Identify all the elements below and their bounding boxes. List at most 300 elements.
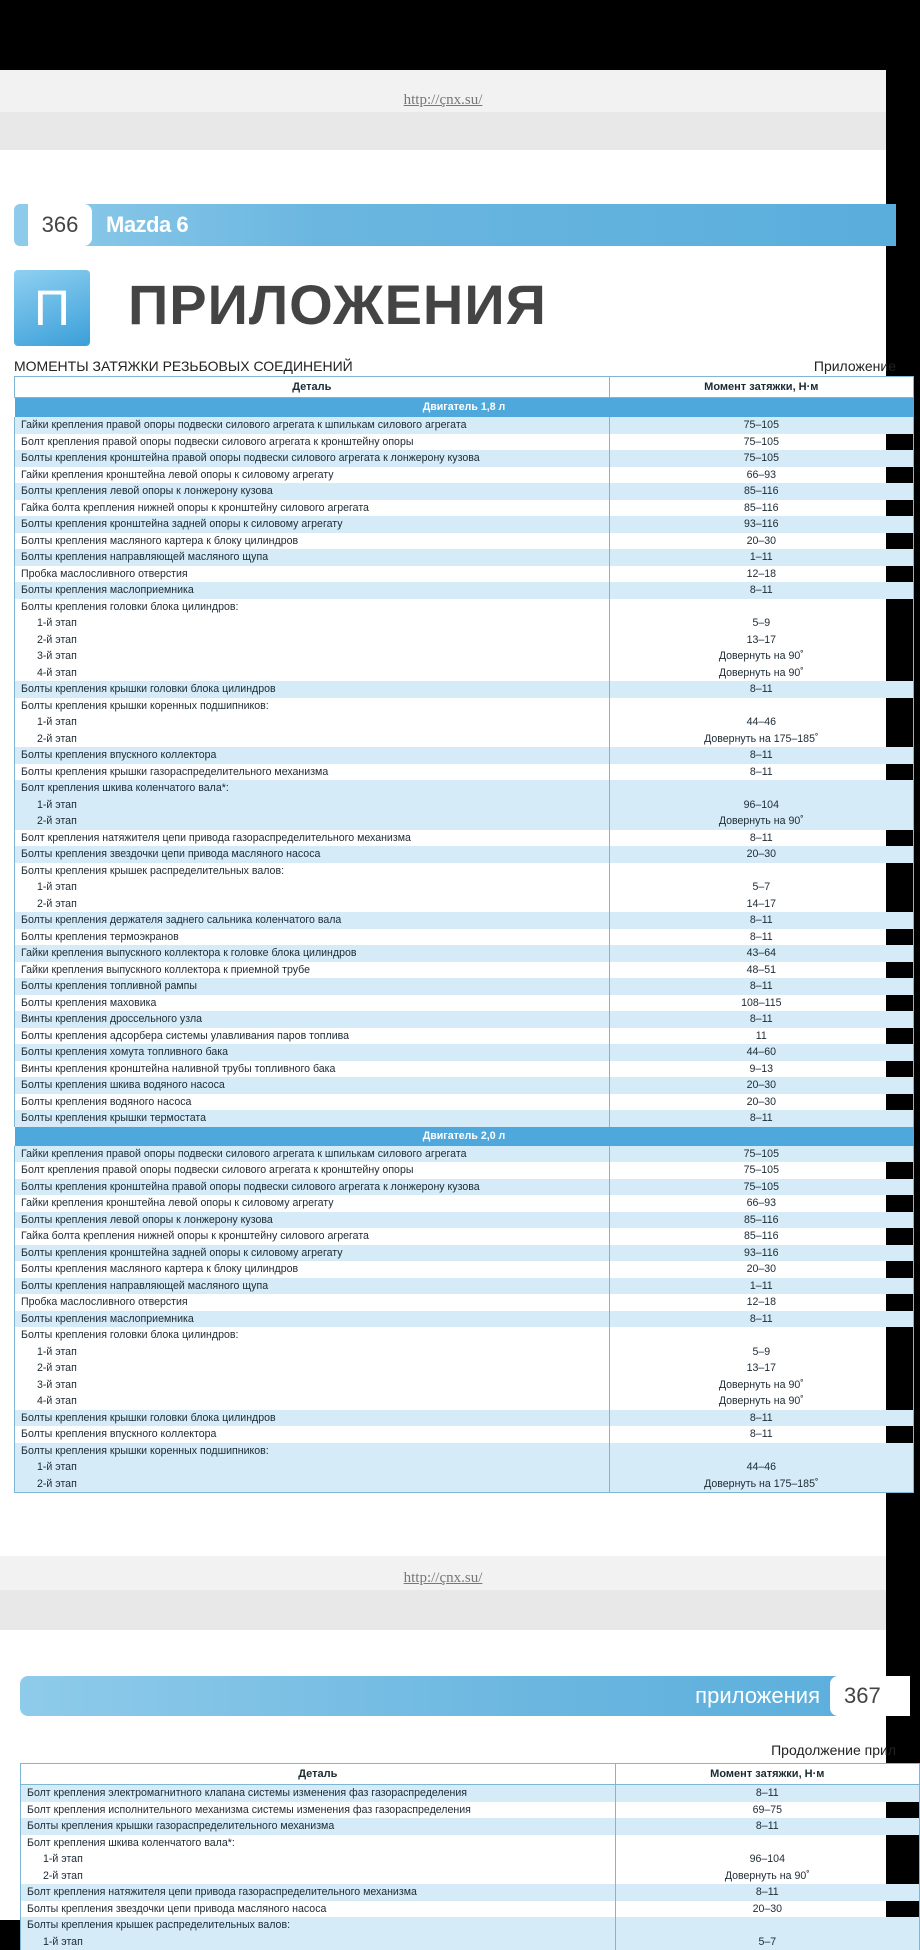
- part-cell: [15, 846, 610, 863]
- table-row: [15, 1094, 914, 1111]
- part-cell: [15, 582, 610, 599]
- torque-value: 1–11: [750, 1280, 773, 1292]
- torque-value: 44–60: [747, 1046, 776, 1058]
- torque-value: 8–11: [750, 1412, 773, 1424]
- stage-value: 96–104: [622, 1851, 913, 1868]
- table-row: [21, 1884, 920, 1901]
- torque-value: 9–13: [750, 1063, 774, 1075]
- stage-label: 2-й этап: [21, 1476, 603, 1493]
- torque-value: 85–116: [744, 502, 779, 514]
- table-row: [15, 483, 914, 500]
- part-name: Болты крепления направляющей масляного щупа: [21, 551, 268, 563]
- table-row: [15, 1061, 914, 1078]
- page-gap: [0, 1590, 886, 1630]
- stage-label: 1-й этап: [21, 714, 603, 731]
- part-cell: [15, 599, 610, 682]
- torque-value: 66–93: [747, 469, 776, 481]
- part-cell: [15, 417, 610, 434]
- torque-cell: [609, 549, 913, 566]
- stage-value: 14–17: [616, 896, 907, 913]
- part-cell: [15, 1327, 610, 1410]
- continuation-label: Продолжение прил: [771, 1742, 896, 1758]
- torque-cell: [609, 1294, 913, 1311]
- torque-value: 8–11: [750, 749, 773, 761]
- torque-cell: [609, 780, 913, 830]
- part-cell: [15, 1011, 610, 1028]
- table-row: [15, 747, 914, 764]
- table-row: [15, 516, 914, 533]
- torque-value: 8–11: [756, 1787, 779, 1799]
- part-cell: [15, 681, 610, 698]
- part-cell: [21, 1785, 616, 1802]
- table-row: [15, 1044, 914, 1061]
- stage-label: 1-й этап: [21, 1459, 603, 1476]
- stage-label: 2-й этап: [27, 1868, 609, 1885]
- column-header-part: Деталь: [15, 377, 610, 398]
- spacer: [622, 1835, 913, 1852]
- section-title: ПРИЛОЖЕНИЯ: [128, 272, 547, 337]
- torque-cell: [609, 566, 913, 583]
- torque-cell: [609, 516, 913, 533]
- torque-value: 8–11: [750, 766, 773, 778]
- stage-value: Довернуть на 175–185˚: [616, 731, 907, 748]
- table-row: [15, 1077, 914, 1094]
- brand-title: Mazda 6: [106, 204, 188, 246]
- torque-table: [14, 376, 914, 1493]
- part-name: Гайки крепления правой опоры подвески силового агрегата к шпилькам силового агрегата: [21, 1148, 466, 1160]
- part-name: Болты крепления адсорбера системы улавливания паров топлива: [21, 1030, 349, 1042]
- table-row: [15, 1327, 914, 1410]
- stage-value: 96–104: [616, 797, 907, 814]
- stage-value: Довернуть на 90˚: [616, 1393, 907, 1410]
- table-row: [15, 500, 914, 517]
- torque-cell: [609, 1179, 913, 1196]
- torque-value: 8–11: [756, 1820, 779, 1832]
- torque-value: 8–11: [750, 683, 773, 695]
- torque-cell: [609, 912, 913, 929]
- stage-label: 2-й этап: [21, 731, 603, 748]
- torque-cell: [615, 1835, 919, 1885]
- torque-cell: [615, 1901, 919, 1918]
- document-viewer[interactable]: [0, 70, 886, 1920]
- torque-cell: [615, 1802, 919, 1819]
- part-cell: [15, 1443, 610, 1493]
- part-cell: [21, 1884, 616, 1901]
- part-name: Болт крепления натяжителя цепи привода газораспределительного механизма: [27, 1886, 417, 1898]
- part-name: Пробка маслосливного отверстия: [21, 568, 188, 580]
- stage-value: Довернуть на 175–185˚: [616, 1476, 907, 1493]
- part-name: Болты крепления держателя заднего сальника коленчатого вала: [21, 914, 341, 926]
- torque-value: 8–11: [750, 1428, 773, 1440]
- part-cell: [15, 533, 610, 550]
- table-row: [15, 1443, 914, 1493]
- part-name: Болты крепления крышки газораспределительного механизма: [21, 766, 328, 778]
- torque-value: 75–105: [744, 1164, 779, 1176]
- table-row: [15, 1162, 914, 1179]
- engine-section-label: Двигатель 2,0 л: [15, 1127, 914, 1146]
- stage-value: 44–46: [616, 1459, 907, 1476]
- part-name: Болты крепления крышки коренных подшипников:: [21, 1445, 269, 1457]
- spacer: [616, 780, 907, 797]
- torque-cell: [609, 467, 913, 484]
- device-status-bar: [0, 0, 886, 70]
- stage-label: 3-й этап: [21, 648, 603, 665]
- torque-value: 66–93: [747, 1197, 776, 1209]
- table-row: [15, 945, 914, 962]
- table-row: [15, 434, 914, 451]
- table-row: [15, 467, 914, 484]
- stage-label: 2-й этап: [21, 896, 603, 913]
- part-name: Болты крепления левой опоры к лонжерону кузова: [21, 485, 273, 497]
- torque-cell: [609, 434, 913, 451]
- table-row: [15, 417, 914, 434]
- stage-label: 2-й этап: [21, 632, 603, 649]
- torque-cell: [609, 1011, 913, 1028]
- table-row: [15, 698, 914, 748]
- engine-section-row: [15, 1127, 914, 1146]
- part-name: Болты крепления головки блока цилиндров:: [21, 601, 238, 613]
- torque-cell: [609, 1410, 913, 1427]
- part-name: Болты крепления кронштейна задней опоры к силовому агрегату: [21, 518, 343, 530]
- part-name: Винты крепления дроссельного узла: [21, 1013, 202, 1025]
- stage-label: 3-й этап: [21, 1377, 603, 1394]
- torque-cell: [609, 747, 913, 764]
- torque-value: 8–11: [750, 980, 773, 992]
- part-cell: [15, 1228, 610, 1245]
- torque-cell: [609, 1426, 913, 1443]
- part-cell: [15, 1028, 610, 1045]
- stage-label: 2-й этап: [21, 1360, 603, 1377]
- stage-value: 5–9: [616, 1344, 907, 1361]
- table-row: [15, 830, 914, 847]
- spacer: [616, 863, 907, 880]
- torque-value: 11: [756, 1030, 767, 1042]
- part-cell: [15, 1311, 610, 1328]
- part-name: Болт крепления правой опоры подвески силового агрегата к кронштейну опоры: [21, 436, 413, 448]
- torque-cell: [615, 1884, 919, 1901]
- part-name: Гайки крепления кронштейна левой опоры к силовому агрегату: [21, 469, 334, 481]
- part-cell: [15, 978, 610, 995]
- stage-label: 4-й этап: [21, 1393, 603, 1410]
- torque-cell: [609, 1110, 913, 1127]
- part-cell: [15, 467, 610, 484]
- torque-cell: [609, 846, 913, 863]
- torque-cell: [609, 500, 913, 517]
- source-url-top[interactable]: http://çnx.su/: [0, 92, 886, 109]
- stage-value: 44–46: [616, 714, 907, 731]
- part-name: Гайка болта крепления нижней опоры к кронштейну силового агрегата: [21, 1230, 369, 1242]
- part-cell: [15, 1245, 610, 1262]
- torque-cell: [609, 417, 913, 434]
- part-name: Болты крепления крышки термостата: [21, 1112, 206, 1124]
- spacer: [616, 698, 907, 715]
- table-row: [15, 863, 914, 913]
- table-row: [15, 599, 914, 682]
- part-name: Болт крепления натяжителя цепи привода газораспределительного механизма: [21, 832, 411, 844]
- source-url-bottom[interactable]: http://çnx.su/: [0, 1570, 886, 1587]
- part-name: Болты крепления хомута топливного бака: [21, 1046, 228, 1058]
- part-cell: [15, 1061, 610, 1078]
- table-row: [15, 780, 914, 830]
- torque-value: 75–105: [744, 452, 779, 464]
- torque-cell: [609, 1212, 913, 1229]
- part-cell: [15, 830, 610, 847]
- table-row: [15, 962, 914, 979]
- table-row: [15, 978, 914, 995]
- torque-value: 108–115: [741, 997, 781, 1009]
- part-cell: [15, 1044, 610, 1061]
- part-name: Болты крепления крышки газораспределительного механизма: [27, 1820, 334, 1832]
- part-cell: [15, 434, 610, 451]
- table-row: [15, 582, 914, 599]
- part-cell: [21, 1917, 616, 1950]
- section-letter-badge: П: [14, 270, 90, 346]
- engine-section-row: [15, 398, 914, 418]
- column-header-torque: Момент затяжки, Н·м: [615, 1764, 919, 1785]
- table-title: МОМЕНТЫ ЗАТЯЖКИ РЕЗЬБОВЫХ СОЕДИНЕНИЙ: [14, 358, 353, 374]
- table-row: [15, 1146, 914, 1163]
- torque-cell: [609, 582, 913, 599]
- stage-value: 5–7: [622, 1934, 913, 1950]
- torque-cell: [609, 450, 913, 467]
- part-cell: [21, 1818, 616, 1835]
- table-row: [21, 1835, 920, 1885]
- torque-cell: [609, 1327, 913, 1410]
- part-name: Болт крепления шкива коленчатого вала*:: [27, 1837, 235, 1849]
- stage-value: Довернуть на 90˚: [616, 648, 907, 665]
- page-number: 367: [830, 1676, 910, 1716]
- torque-cell: [609, 533, 913, 550]
- part-cell: [15, 516, 610, 533]
- part-cell: [15, 1426, 610, 1443]
- torque-value: 8–11: [750, 931, 773, 943]
- spacer: [622, 1917, 913, 1934]
- part-name: Болты крепления масляного картера к блоку цилиндров: [21, 1263, 298, 1275]
- part-name: Болты крепления звездочки цепи привода масляного насоса: [21, 848, 320, 860]
- torque-cell: [609, 1311, 913, 1328]
- stage-value: Довернуть на 90˚: [622, 1868, 913, 1885]
- spacer: [616, 1327, 907, 1344]
- torque-value: 8–11: [750, 1013, 773, 1025]
- stage-value: 13–17: [616, 632, 907, 649]
- part-name: Болты крепления впускного коллектора: [21, 749, 216, 761]
- part-cell: [15, 1077, 610, 1094]
- table-row: [15, 764, 914, 781]
- part-name: Болты крепления топливной рампы: [21, 980, 197, 992]
- torque-cell: [609, 1261, 913, 1278]
- part-cell: [15, 929, 610, 946]
- part-cell: [15, 1261, 610, 1278]
- torque-cell: [609, 863, 913, 913]
- torque-value: 85–116: [744, 1230, 779, 1242]
- part-name: Пробка маслосливного отверстия: [21, 1296, 188, 1308]
- table-row: [15, 1011, 914, 1028]
- torque-cell: [609, 698, 913, 748]
- part-name: Болты крепления головки блока цилиндров:: [21, 1329, 238, 1341]
- torque-cell: [609, 945, 913, 962]
- part-cell: [15, 500, 610, 517]
- torque-cell: [609, 1077, 913, 1094]
- part-cell: [15, 780, 610, 830]
- torque-value: 8–11: [750, 584, 773, 596]
- torque-cell: [609, 1443, 913, 1493]
- part-cell: [15, 1278, 610, 1295]
- torque-cell: [609, 1061, 913, 1078]
- spacer: [616, 1443, 907, 1460]
- part-cell: [15, 1212, 610, 1229]
- torque-value: 8–11: [750, 1313, 773, 1325]
- part-cell: [15, 1195, 610, 1212]
- torque-value: 20–30: [747, 1096, 776, 1108]
- part-name: Болт крепления электромагнитного клапана системы изменения фаз газораспределения: [27, 1787, 467, 1799]
- torque-value: 8–11: [750, 1112, 773, 1124]
- part-cell: [15, 1094, 610, 1111]
- torque-value: 43–64: [747, 947, 776, 959]
- table-row: [21, 1917, 920, 1950]
- part-cell: [15, 450, 610, 467]
- column-header-part: Деталь: [21, 1764, 616, 1785]
- torque-cell: [609, 1094, 913, 1111]
- page-header-bar: [20, 1676, 896, 1716]
- stage-value: 5–9: [616, 615, 907, 632]
- part-name: Болты крепления кронштейна задней опоры к силовому агрегату: [21, 1247, 343, 1259]
- torque-cell: [609, 830, 913, 847]
- stage-label: 1-й этап: [21, 615, 603, 632]
- part-name: Болты крепления водяного насоса: [21, 1096, 191, 1108]
- table-row: [15, 846, 914, 863]
- table-row: [21, 1901, 920, 1918]
- torque-cell: [609, 1278, 913, 1295]
- torque-cell: [609, 1028, 913, 1045]
- table-row: [15, 995, 914, 1012]
- torque-value: 12–18: [747, 568, 776, 580]
- table-row: [15, 1261, 914, 1278]
- document-page-367: [0, 1630, 886, 1920]
- page-header-bar: [14, 204, 896, 246]
- part-name: Винты крепления кронштейна наливной трубы топливного бака: [21, 1063, 335, 1075]
- torque-cell: [609, 1162, 913, 1179]
- torque-value: 20–30: [747, 1263, 776, 1275]
- table-row: [15, 1212, 914, 1229]
- part-name: Болты крепления маслоприемника: [21, 584, 194, 596]
- part-name: Болт крепления шкива коленчатого вала*:: [21, 782, 229, 794]
- page-number: 366: [28, 204, 92, 246]
- stage-label: 1-й этап: [21, 1344, 603, 1361]
- part-name: Болты крепления крышки коренных подшипников:: [21, 700, 269, 712]
- table-row: [15, 1028, 914, 1045]
- torque-value: 85–116: [744, 485, 779, 497]
- table-row: [15, 566, 914, 583]
- part-cell: [15, 566, 610, 583]
- torque-value: 48–51: [747, 964, 776, 976]
- torque-value: 93–116: [744, 1247, 779, 1259]
- part-cell: [15, 863, 610, 913]
- stage-value: 13–17: [616, 1360, 907, 1377]
- table-row: [15, 1179, 914, 1196]
- stage-label: 4-й этап: [21, 665, 603, 682]
- stage-label: 1-й этап: [27, 1851, 609, 1868]
- part-cell: [15, 1146, 610, 1163]
- table-row: [15, 1278, 914, 1295]
- part-name: Болты крепления звездочки цепи привода масляного насоса: [27, 1903, 326, 1915]
- table-row: [15, 912, 914, 929]
- part-name: Болты крепления маховика: [21, 997, 156, 1009]
- torque-value: 75–105: [744, 436, 779, 448]
- torque-value: 12–18: [747, 1296, 776, 1308]
- torque-cell: [609, 681, 913, 698]
- spacer: [616, 599, 907, 616]
- column-header-torque: Момент затяжки, Н·м: [609, 377, 913, 398]
- torque-cell: [609, 962, 913, 979]
- part-cell: [15, 995, 610, 1012]
- table-row: [15, 1294, 914, 1311]
- part-cell: [15, 1294, 610, 1311]
- part-cell: [15, 764, 610, 781]
- torque-cell: [609, 1146, 913, 1163]
- part-cell: [21, 1802, 616, 1819]
- table-row: [15, 533, 914, 550]
- part-cell: [21, 1901, 616, 1918]
- part-name: Болты крепления направляющей масляного щупа: [21, 1280, 268, 1292]
- part-name: Гайки крепления правой опоры подвески силового агрегата к шпилькам силового агрегата: [21, 419, 466, 431]
- torque-value: 1–11: [750, 551, 773, 563]
- table-row: [15, 929, 914, 946]
- torque-value: 20–30: [747, 848, 776, 860]
- torque-value: 75–105: [744, 1148, 779, 1160]
- part-name: Болты крепления крышек распределительных валов:: [21, 865, 284, 877]
- part-name: Болты крепления левой опоры к лонжерону кузова: [21, 1214, 273, 1226]
- part-name: Болты крепления крышки головки блока цилиндров: [21, 683, 276, 695]
- torque-cell: [609, 1044, 913, 1061]
- torque-value: 75–105: [744, 1181, 779, 1193]
- table-row: [15, 1195, 914, 1212]
- torque-value: 20–30: [747, 1079, 776, 1091]
- torque-cell: [609, 1195, 913, 1212]
- part-cell: [15, 698, 610, 748]
- part-name: Болты крепления кронштейна правой опоры подвески силового агрегата к лонжерону кузова: [21, 1181, 480, 1193]
- torque-value: 93–116: [744, 518, 779, 530]
- part-name: Болты крепления шкива водяного насоса: [21, 1079, 225, 1091]
- table-row: [15, 1426, 914, 1443]
- part-name: Болт крепления исполнительного механизма системы изменения фаз газораспределения: [27, 1804, 471, 1816]
- table-row: [15, 1311, 914, 1328]
- part-name: Болты крепления масляного картера к блоку цилиндров: [21, 535, 298, 547]
- table-row: [21, 1818, 920, 1835]
- stage-label: 1-й этап: [21, 797, 603, 814]
- part-cell: [15, 549, 610, 566]
- torque-cell: [615, 1818, 919, 1835]
- part-cell: [21, 1835, 616, 1885]
- part-name: Гайки крепления выпускного коллектора к приемной трубе: [21, 964, 310, 976]
- torque-cell: [609, 1245, 913, 1262]
- part-name: Болты крепления термоэкранов: [21, 931, 179, 943]
- part-name: Болты крепления кронштейна правой опоры подвески силового агрегата к лонжерону кузова: [21, 452, 480, 464]
- part-name: Гайка болта крепления нижней опоры к кронштейну силового агрегата: [21, 502, 369, 514]
- stage-label: 1-й этап: [27, 1934, 609, 1950]
- section-title: приложения: [695, 1676, 820, 1716]
- table-row: [15, 450, 914, 467]
- table-row: [15, 1110, 914, 1127]
- stage-value: Довернуть на 90˚: [616, 813, 907, 830]
- torque-cell: [615, 1785, 919, 1802]
- table-row: [15, 681, 914, 698]
- torque-cell: [615, 1917, 919, 1950]
- torque-value: 20–30: [747, 535, 776, 547]
- part-name: Гайки крепления выпускного коллектора к головке блока цилиндров: [21, 947, 356, 959]
- part-cell: [15, 1110, 610, 1127]
- part-name: Гайки крепления кронштейна левой опоры к силовому агрегату: [21, 1197, 334, 1209]
- stage-label: 1-й этап: [21, 879, 603, 896]
